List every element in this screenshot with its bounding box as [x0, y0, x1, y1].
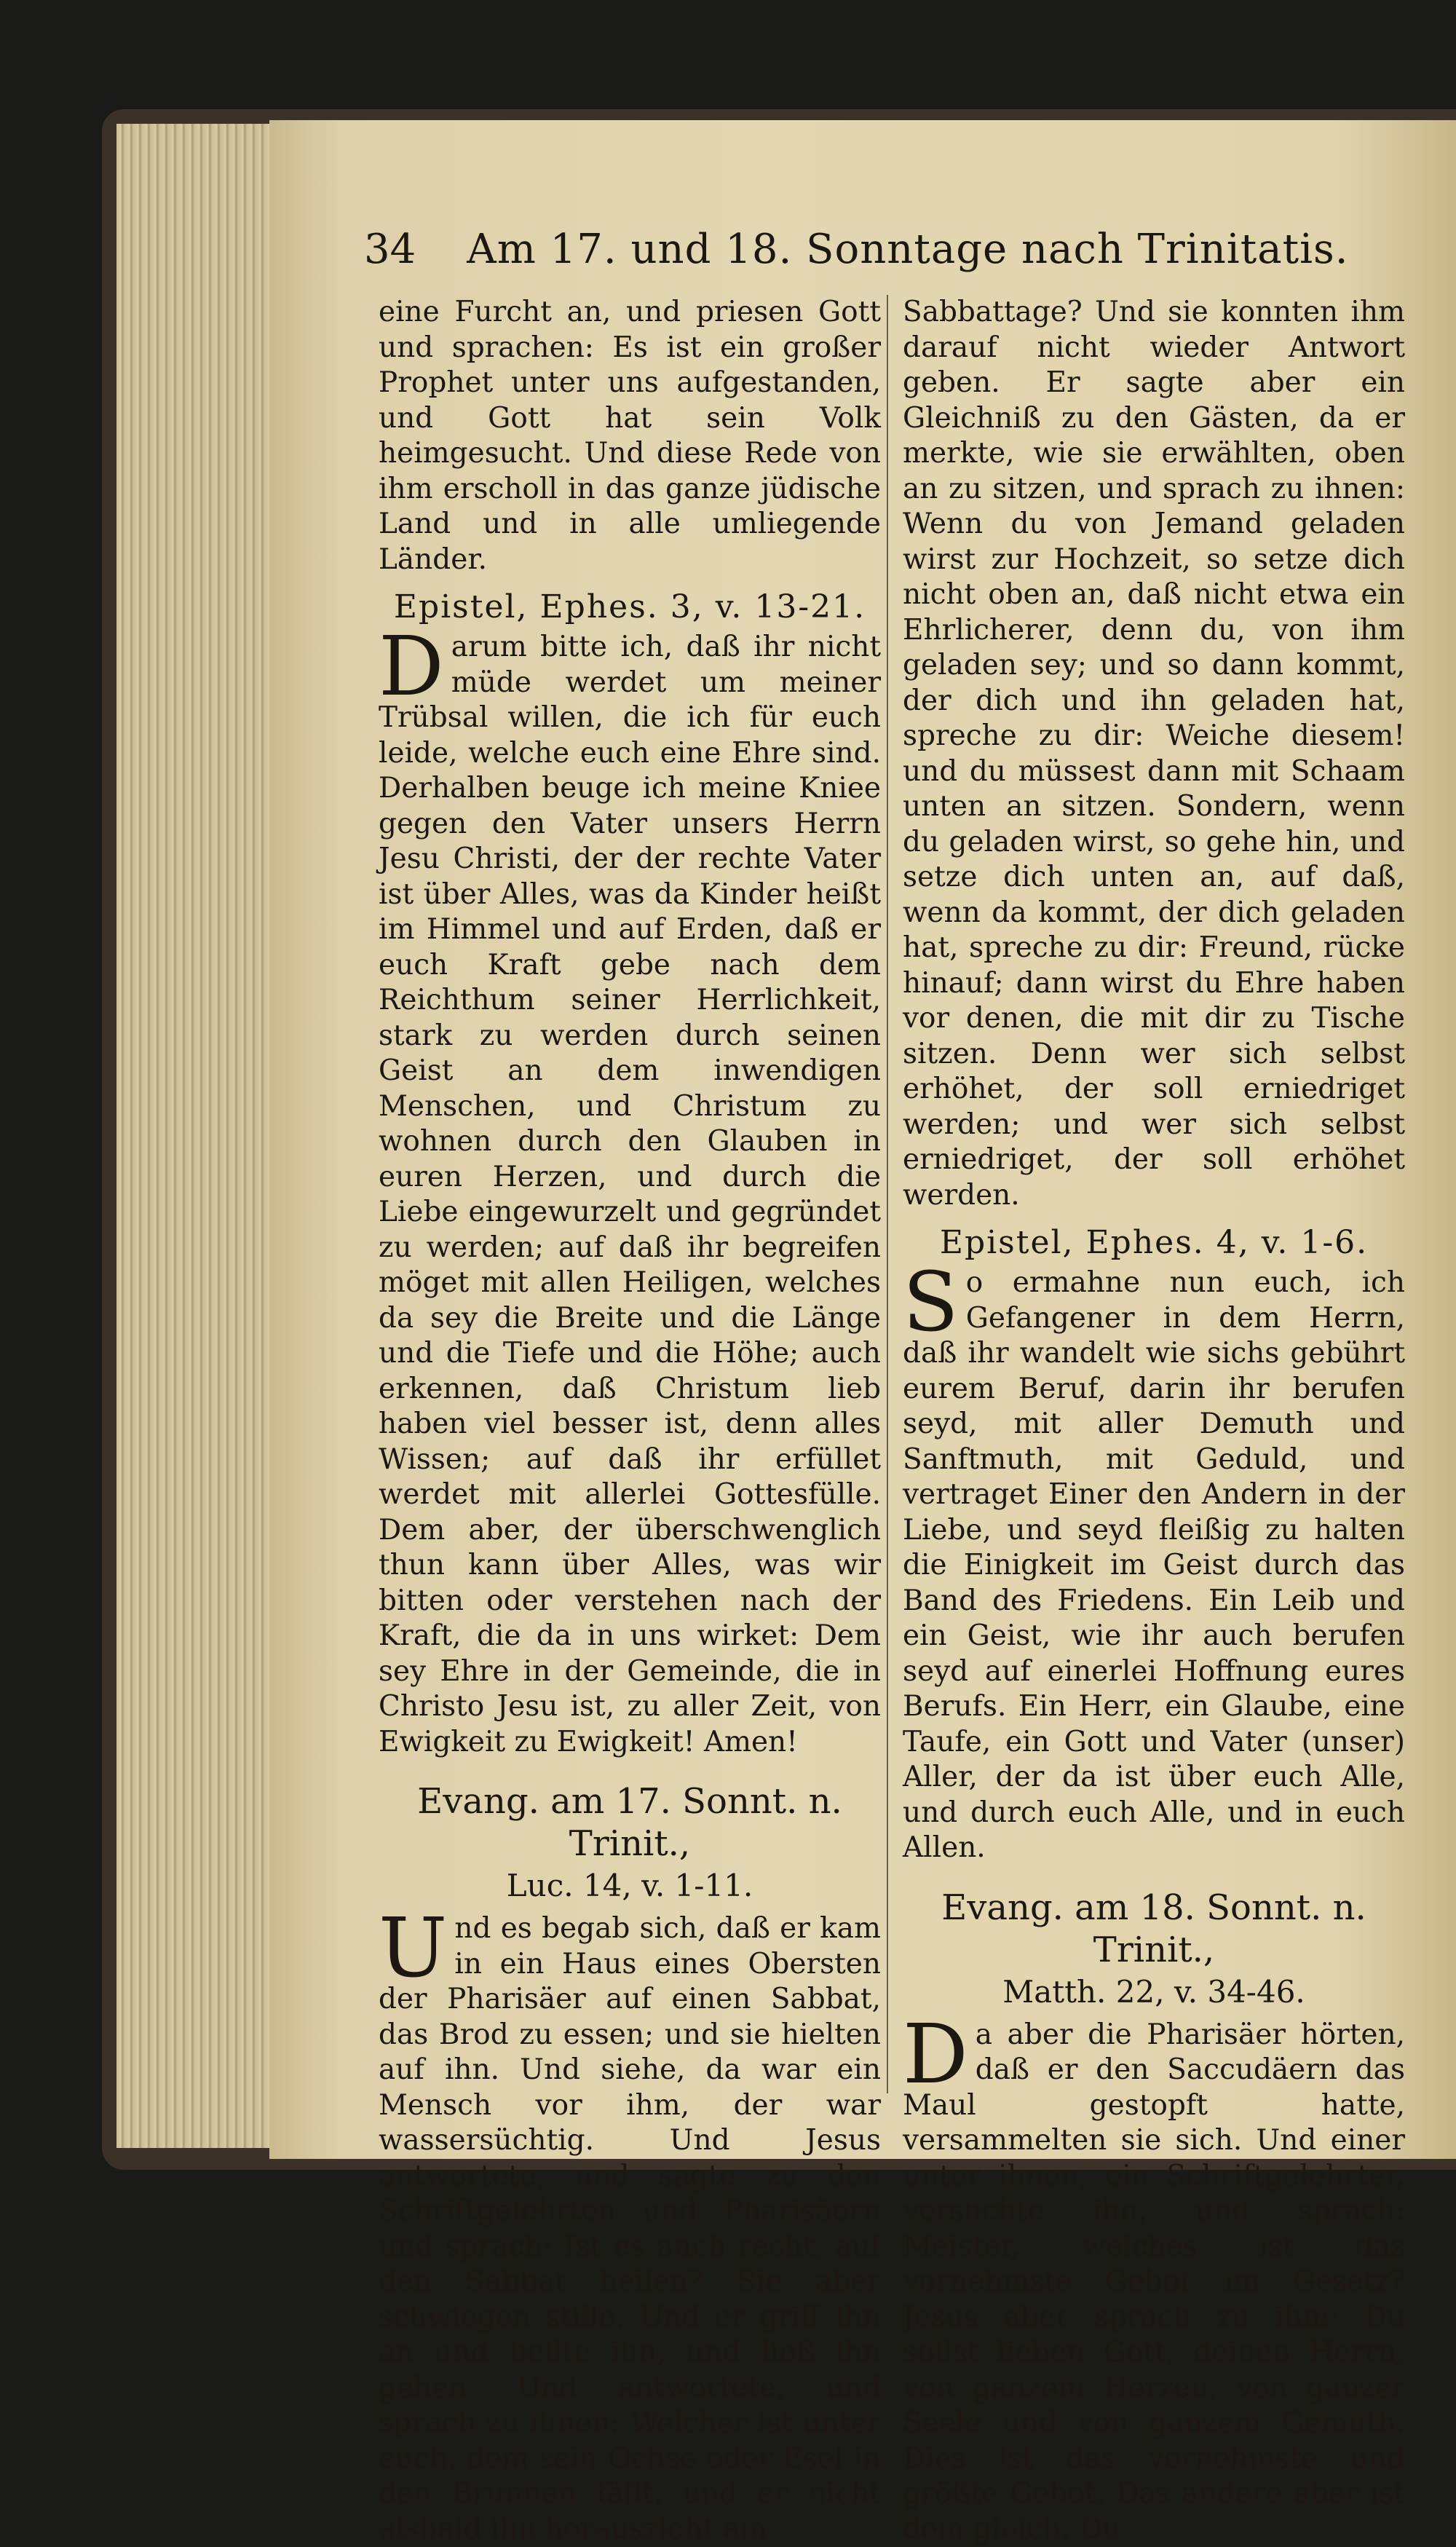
- page-header: [364, 226, 1398, 284]
- gospel-18-body: a aber die Pharisäer hörten, daß er den Saccudäern das Maul gestopft hatte, versammelten sie sich. Und einer unter ihnen, ein Schriftgelehrter, versuchte ihn, und sprach: Meister, welches ist das vornehmste Gebot im Gesetz? Jesus aber sprach zu ihm: Du sollst lieben Gott, deinen Herrn, von ganzem Herzen, von ganzer Seele und von ganzem Gemüth. Dies ist das vornehmste und größte Gebot. Das andere aber ist dem gleich: Du: [903, 2018, 1405, 2546]
- column-divider: [887, 295, 888, 2093]
- epistle-17-body: arum bitte ich, daß ihr nicht müde werdet um meiner Trübsal willen, die ich für euch leide, welche euch eine Ehre sind. Derhalben beuge ich meine Kniee gegen den Vater unsers Herrn Jesu Christi, der der rechte Vater ist über Alles, was da Kinder heißt im Himmel und auf Erden, daß er euch Kraft gebe nach dem Reichthum seiner Herrlichkeit, stark zu werden durch seinen Geist an dem inwendigen Menschen, und Christum zu wohnen durch den Glauben in euren Herzen, und durch die Liebe eingewurzelt und gegründet zu werden; auf daß ihr begreifen möget mit allen Heiligen, welches da sey die Breite und die Länge und die Tiefe und die Höhe; auch erkennen, daß Christum lieb haben viel besser ist, denn alles Wissen; auf daß ihr erfüllet werdet mit allerlei Gottesfülle. Dem aber, der überschwenglich thun kann über Alles, was wir bitten oder verstehen nach der Kraft, die da in uns wirket: Dem sey Ehre in der Gemeinde, die in Christo Jesu ist, zu aller Zeit, von Ewigkeit zu Ewigkeit! Amen!: [379, 631, 881, 1758]
- gospel-17-text: [379, 1911, 881, 2547]
- running-title: Am 17. und 18. Sonntage nach Trinitatis.: [467, 226, 1348, 273]
- epistle-18-body: o ermahne nun euch, ich Gefangener in dem Herrn, daß ihr wandelt wie sichs gebührt eurem Beruf, darin ihr berufen seyd, mit aller Demuth und Sanftmuth, mit Geduld, und vertraget Einer den Andern in der Liebe, und seyd fleißig zu halten die Einigkeit im Geist durch das Band des Friedens. Ein Leib und ein Geist, wie ihr auch berufen seyd auf einerlei Hoffnung eures Berufs. Ein Herr, ein Glaube, eine Taufe, ein Gott und Vater (unser) Aller, der da ist über euch Alle, und durch euch Alle, und in euch Allen.: [903, 1266, 1405, 1864]
- epistle-17-text: [379, 630, 881, 1760]
- gospel-18-text: [903, 2018, 1405, 2547]
- gospel-17-dropcap: U: [379, 1916, 447, 1981]
- left-column: [379, 295, 881, 2093]
- right-column: [903, 295, 1405, 2093]
- gospel-17-reference: Luc. 14, v. 1-11.: [379, 1868, 881, 1904]
- gospel-18-dropcap: D: [903, 2022, 968, 2088]
- epistle-18-heading: Epistel, Ephes. 4, v. 1-6.: [903, 1223, 1405, 1263]
- gospel-18-heading: Evang. am 18. Sonnt. n. Trinit.,: [903, 1887, 1405, 1971]
- left-opening-paragraph: eine Furcht an, und priesen Gott und sprachen: Es ist ein großer Prophet unter uns aufgestanden, und Gott hat sein Volk heimgesucht. Und diese Rede von ihm erscholl in das ganze jüdische Land und in alle umliegende Länder.: [379, 295, 881, 577]
- epistle-17-dropcap: D: [379, 634, 444, 700]
- epistle-18-text: [903, 1265, 1405, 1866]
- page-stack-edge: [116, 124, 291, 2148]
- gospel-17-body: nd es begab sich, daß er kam in ein Haus eines Obersten der Pharisäer auf einen Sabbat, das Brod zu essen; und sie hielten auf ihn. Und siehe, da war ein Mensch vor ihm, der war wassersüchtig. Und Jesus antwortete, und sagte zu den Schriftgelehrten und Pharisäern und sprach: Ist es auch recht, auf den Sabbat heilen? Sie aber schwiegen stille. Und er griff ihn an und heilte ihn, und ließ ihn gehen. Und antwortete, und sprach zu ihnen: Welcher ist unter euch, dem sein Ochse oder Esel in den Brunnen fällt, und er nicht alsbald ihn herauszieht am: [379, 1912, 881, 2546]
- epistle-18-dropcap: S: [903, 1270, 959, 1335]
- book-page: [269, 120, 1456, 2159]
- page-number: 34: [364, 226, 416, 273]
- right-opening-paragraph: Sabbattage? Und sie konnten ihm darauf nicht wieder Antwort geben. Er sagte aber ein Gleichniß zu den Gästen, da er merkte, wie sie erwählten, oben an zu sitzen, und sprach zu ihnen: Wenn du von Jemand geladen wirst zur Hochzeit, so setze dich nicht oben an, daß nicht etwa ein Ehrlicherer, denn du, von ihm geladen sey; und so dann kommt, der dich und ihn geladen hat, spreche zu dir: Weiche diesem! und du müssest dann mit Schaam unten an sitzen. Sondern, wenn du geladen wirst, so gehe hin, und setze dich unten an, auf daß, wenn da kommt, der dich geladen hat, spreche zu dir: Freund, rücke hinauf; dann wirst du Ehre haben vor denen, die mit dir zu Tische sitzen. Denn wer sich selbst erhöhet, der soll erniedriget werden; und wer sich selbst erniedriget, der soll erhöhet werden.: [903, 295, 1405, 1213]
- gospel-18-reference: Matth. 22, v. 34-46.: [903, 1974, 1405, 2010]
- epistle-17-heading: Epistel, Ephes. 3, v. 13-21.: [379, 588, 881, 627]
- gospel-17-heading: Evang. am 17. Sonnt. n. Trinit.,: [379, 1780, 881, 1865]
